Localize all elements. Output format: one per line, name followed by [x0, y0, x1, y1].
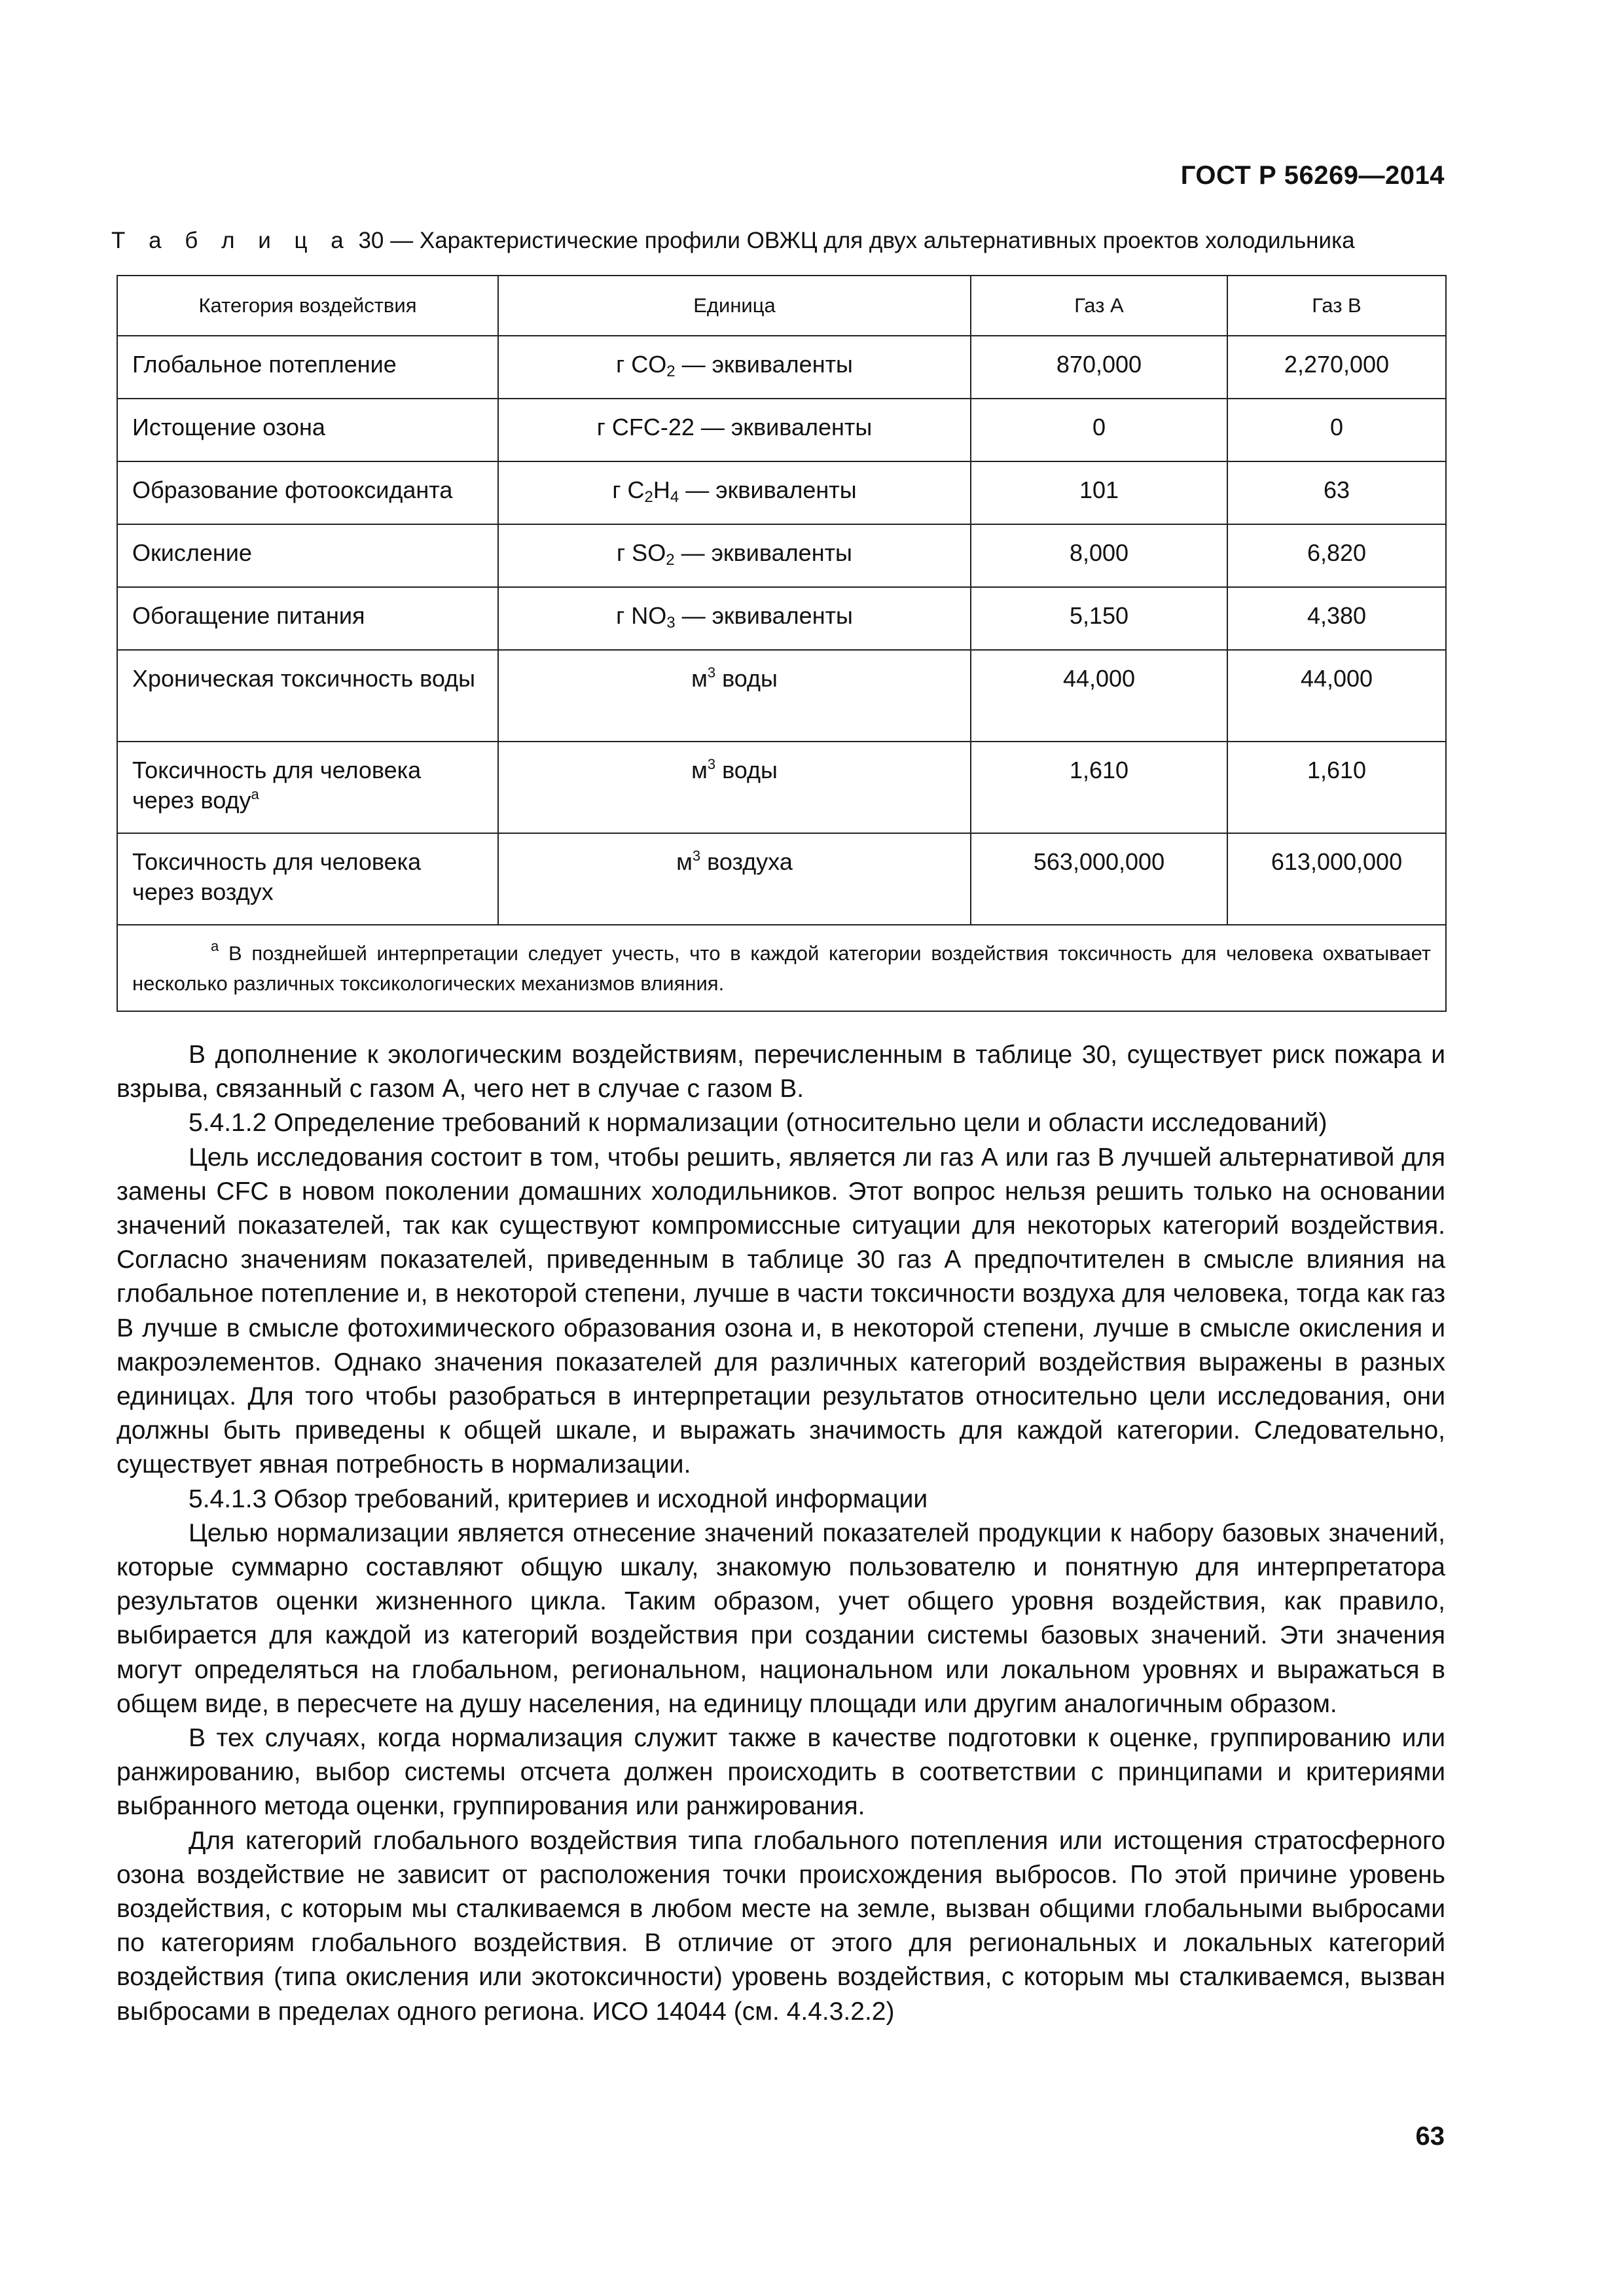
cell-unit: г $SO_2$ — эквиваленты	[498, 524, 971, 587]
table-caption-text: 30 — Характеристические профили ОВЖЦ для двух альтернативных проектов холодильника	[358, 228, 1355, 253]
cell-gas-a: 8,000	[971, 524, 1227, 587]
cell-unit: г CFC-22 — эквиваленты	[498, 399, 971, 461]
table-header-row	[117, 276, 1446, 336]
cell-gas-a: 101	[971, 461, 1227, 524]
column-header-gas-a: Газ А	[971, 276, 1227, 336]
cell-gas-a: 5,150	[971, 587, 1227, 650]
table-row	[117, 587, 1446, 650]
cell-gas-a: 0	[971, 399, 1227, 461]
cell-category: Токсичность для человека через воздух	[117, 833, 498, 925]
table-footnote-row	[117, 925, 1446, 1011]
cell-gas-a: 1,610	[971, 742, 1227, 833]
table-row	[117, 399, 1446, 461]
cell-category: Хроническая токсичность воды	[117, 650, 498, 742]
impact-profile-table	[117, 275, 1447, 1012]
cell-unit: г $NO_3$ — эквиваленты	[498, 587, 971, 650]
cell-gas-b: 44,000	[1227, 650, 1446, 742]
cell-gas-a: 44,000	[971, 650, 1227, 742]
column-header-gas-b: Газ В	[1227, 276, 1446, 336]
cell-gas-b: 2,270,000	[1227, 336, 1446, 399]
cell-unit: г $C_2H_4$ — эквиваленты	[498, 461, 971, 524]
cell-unit: $м^3$ воздуха	[498, 833, 971, 925]
column-header-unit: Единица	[498, 276, 971, 336]
column-header-category: Категория воздействия	[117, 276, 498, 336]
footnote-ref: a	[251, 786, 259, 802]
cell-gas-b: 613,000,000	[1227, 833, 1446, 925]
table-caption-prefix: Т а б л и ц а	[111, 228, 352, 253]
page-number: 63	[1415, 2122, 1445, 2151]
cell-category: Токсичность для человека через воду$^a$	[117, 742, 498, 833]
table-row	[117, 742, 1446, 833]
footnote-mark: a	[211, 938, 219, 954]
table-row	[117, 336, 1446, 399]
cell-gas-a: 870,000	[971, 336, 1227, 399]
paragraph: Для категорий глобального воздействия типа глобального потепления или истощения стратосферного озона воздействие не зависит от расположения точки происхождения выбросов. По этой причине уровень воздействия, с которым мы сталкиваемся в любом месте на земле, вызван общими глобальными выбросами по категориям глобального воздействия. В отличие от этого для региональных и локальных категорий воздействия (типа окисления или экотоксичности) уровень воздействия, с которым мы сталкиваемся, вызван выбросами в пределах одного региона. ИСО 14044 (см. 4.4.3.2.2)	[117, 1826, 1445, 2026]
cell-gas-b: 63	[1227, 461, 1446, 524]
body-text	[117, 1038, 1445, 2029]
table-row	[117, 461, 1446, 524]
cell-category: Окисление	[117, 524, 498, 587]
table-row	[117, 650, 1446, 742]
section-heading: 5.4.1.2 Определение требований к нормализации (относительно цели и области исследований)	[189, 1109, 1327, 1138]
paragraph: Цель исследования состоит в том, чтобы решить, является ли газ А или газ В лучшей альтернативой для замены CFC в новом поколении домашних холодильников. Этот вопрос нельзя решить только на основании значений показателей, так как существуют компромиссные ситуации для некоторых категорий воздействия. Согласно значениям показателей, приведенным в таблице 30 газ А предпочтителен в смысле влияния на глобальное потепление и, в некоторой степени, лучше в части токсичности воздуха для человека, тогда как газ В лучше в смысле фотохимического образования озона и, в некоторой степени, лучше в смысле окисления и макроэлементов. Однако значения показателей для различных категорий воздействия выражены в разных единицах. Для того чтобы разобраться в интерпретации результатов относительно цели исследования, они должны быть приведены к общей шкале, и выражать значимость для каждой категории. Следовательно, существует явная потребность в нормализации.	[117, 1143, 1445, 1479]
table-caption	[111, 228, 1512, 254]
cell-category: Обогащение питания	[117, 587, 498, 650]
cell-unit: $м^3$ воды	[498, 650, 971, 742]
cell-gas-a: 563,000,000	[971, 833, 1227, 925]
cell-gas-b: 0	[1227, 399, 1446, 461]
paragraph: Целью нормализации является отнесение значений показателей продукции к набору базовых значений, которые суммарно составляют общую шкалу, знакомую пользователю и понятную для интерпретатора результатов оценки жизненного цикла. Таким образом, учет общего уровня воздействия, как правило, выбирается для каждой из категорий воздействия при создании системы базовых значений. Эти значения могут определяться на глобальном, региональном, национальном или локальном уровнях и выражаться в общем виде, в пересчете на душу населения, на единицу площади или другим аналогичным образом.	[117, 1518, 1445, 1718]
cell-category: Истощение озона	[117, 399, 498, 461]
cell-gas-b: 4,380	[1227, 587, 1446, 650]
table-footnote: $^a$ В позднейшей интерпретации следует учесть, что в каждой категории воздействия токсичность для человека охватывает несколько различных токсикологических механизмов влияния.	[117, 925, 1446, 1011]
cell-gas-b: 6,820	[1227, 524, 1446, 587]
cell-category: Образование фотооксиданта	[117, 461, 498, 524]
cell-unit: г $CO_2$ — эквиваленты	[498, 336, 971, 399]
table-row	[117, 524, 1446, 587]
paragraph: В дополнение к экологическим воздействиям, перечисленным в таблице 30, существует риск пожара и взрыва, связанный с газом А, чего нет в случае с газом В.	[117, 1041, 1445, 1103]
table-row	[117, 833, 1446, 925]
cell-unit: $м^3$ воды	[498, 742, 971, 833]
cell-gas-b: 1,610	[1227, 742, 1446, 833]
paragraph: В тех случаях, когда нормализация служит также в качестве подготовки к оценке, группированию или ранжированию, выбор системы отсчета должен происходить в соответствии с принципами и критериями выбранного метода оценки, группирования или ранжирования.	[117, 1724, 1445, 1821]
section-heading: 5.4.1.3 Обзор требований, критериев и исходной информации	[189, 1484, 928, 1513]
cell-category: Глобальное потепление	[117, 336, 498, 399]
document-id: ГОСТ Р 56269—2014	[1180, 161, 1445, 190]
